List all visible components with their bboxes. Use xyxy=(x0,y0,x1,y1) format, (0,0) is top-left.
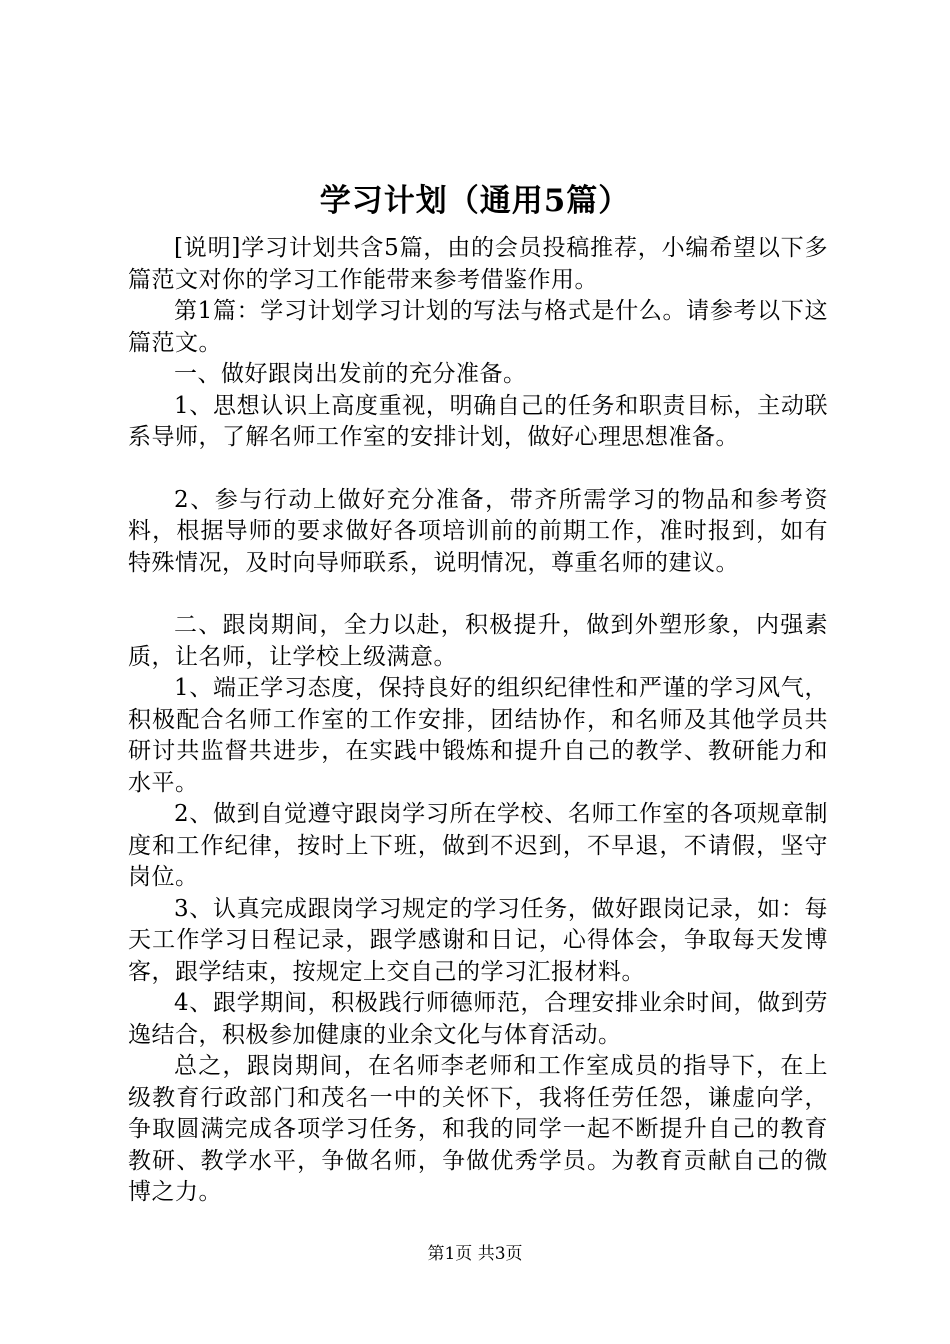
paragraph-gap xyxy=(128,454,828,485)
section-1-heading: 一、做好跟岗出发前的充分准备。 xyxy=(174,361,527,387)
section-1-item-1: 1、思想认识上高度重视，明确自己的任务和职责目标，主动联系导师，了解名师工作室的安排计划，做好心理思想准备。 xyxy=(128,392,828,450)
section-2-heading: 二、跟岗期间，全力以赴，积极提升，做到外塑形象，内强素质，让名师，让学校上级满意。 xyxy=(128,612,828,670)
page-footer: 第1页 共3页 xyxy=(427,1244,523,1264)
document-title: 学习计划（通用5篇） xyxy=(319,183,631,219)
section-1-item-2: 2、参与行动上做好充分准备，带齐所需学习的物品和参考资料，根据导师的要求做好各项培训前的前期工作，准时报到，如有特殊情况，及时向导师联系，说明情况，尊重名师的建议。 xyxy=(128,486,828,576)
section-2-item-4: 4、跟学期间，积极践行师德师范，合理安排业余时间，做到劳逸结合，积极参加健康的业余文化与体育活动。 xyxy=(128,990,828,1048)
document-body xyxy=(128,233,828,1209)
section-2-item-1: 1、端正学习态度，保持良好的组织纪律性和严谨的学习风气，积极配合名师工作室的工作安排，团结协作，和名师及其他学员共研讨共监督共进步，在实践中锻炼和提升自己的教学、教研能力和水平。 xyxy=(128,675,828,796)
paragraph-gap xyxy=(128,579,828,610)
chapter-1-heading: 第1篇：学习计划学习计划的写法与格式是什么。请参考以下这篇范文。 xyxy=(128,298,828,356)
section-2-item-2: 2、做到自觉遵守跟岗学习所在学校、名师工作室的各项规章制度和工作纪律，按时上下班，做到不迟到，不早退，不请假，坚守岗位。 xyxy=(128,801,828,890)
conclusion-paragraph: 总之，跟岗期间，在名师李老师和工作室成员的指导下，在上级教育行政部门和茂名一中的关怀下，我将任劳任怨，谦虚向学，争取圆满完成各项学习任务，和我的同学一起不断提升自己的教育教研、教学水平，争做名师，争做优秀学员。为教育贡献自己的微博之力。 xyxy=(128,1053,828,1205)
section-2-item-3: 3、认真完成跟岗学习规定的学习任务，做好跟岗记录，如：每天工作学习日程记录，跟学感谢和日记，心得体会，争取每天发博客，跟学结束，按规定上交自己的学习汇报材料。 xyxy=(128,895,828,985)
intro-paragraph: [说明]学习计划共含5篇，由的会员投稿推荐，小编希望以下多篇范文对你的学习工作能带来参考借鉴作用。 xyxy=(128,235,828,293)
